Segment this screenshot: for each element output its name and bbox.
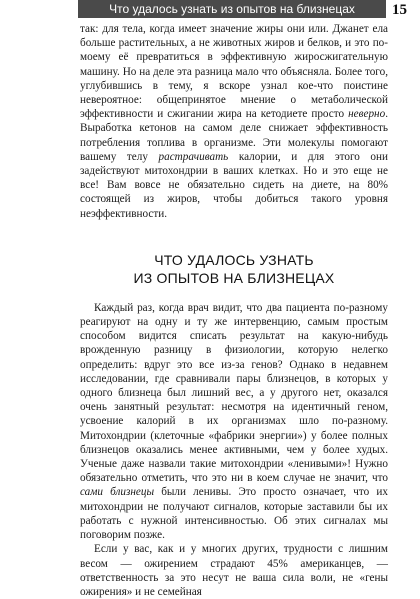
intro-emphasis-2: растрачивать <box>158 150 229 163</box>
paragraph-weight: Если у вас, как и у многих других, трудности с лишним весом — ожирением страдают 45% американцев, — ответственность за это несут не ваша сила воли, не «гены ожирения» и не семейная <box>80 543 388 598</box>
intro-paragraph <box>80 22 388 221</box>
twins-text-2: были ленивы. Это просто означает, что их митохондрии не получают сигналов, которые заставили бы их работать с нужной интенсивностью. Об этих сигналах мы поговорим позже. <box>80 486 389 542</box>
running-header <box>0 0 420 20</box>
section-heading-line-2: ИЗ ОПЫТОВ НА БЛИЗНЕЦАХ <box>133 269 335 286</box>
section-heading-line-1: ЧТО УДАЛОСЬ УЗНАТЬ <box>154 251 314 268</box>
intro-text-3: калории, и для этого они задействуют митохондрии в ваших клетках. Но и это еще не все! Вам вовсе не обязательно сидеть на диете, на 80% состоящей из жиров, чтобы добиться такого уровня неэффективности. <box>80 150 389 220</box>
page-body <box>80 22 388 599</box>
page-number: 15 <box>392 2 407 18</box>
intro-text-1: так: для тела, когда имеет значение жиры они или. Джанет ела больше растительных, а не животных жиров и белков, и это по-моему её превратиться в эффективную жиросжигательную машину. Но на деле эта разница мало что объясняла. Более того, углубившись в тему, я вскоре узнал кое-что поистине невероятное: общепринятое мнение о метаболической эффективности и сжигании жира на кетодиете просто <box>80 23 388 121</box>
intro-emphasis-1: неверно <box>348 108 386 121</box>
paragraph-twins <box>80 301 388 542</box>
running-header-title: Что удалось узнать из опытов на близнецах <box>109 2 355 16</box>
twins-emphasis: сами близнецы <box>80 486 155 499</box>
twins-text-1: Каждый раз, когда врач видит, что два пациента по-разному реагируют на одну и ту же интервенцию, самым простым способом видится списать результат на какую-нибудь врожденную разницу в физиологии, которую нелегко определить: вдруг это все из-за генов? Однако в недавнем исследовании, где сравнивали пары близнецов, в которых у одного близнеца был лишний вес, а у другого нет, оказался очень занятный результат: несмотря на идентичный геном, усвоение калорий в их организмах шло по-разному. Митохондрии (клеточные «фабрики энергии») у более полных близнецов оказались менее активными, чем у более худых. Ученые даже назвали такие митохондрии «ленивыми»! Нужно обязательно отметить, что это ни в коем случае не значит, что <box>80 301 388 485</box>
intro-text-2: . Выработка кетонов на самом деле снижает эффективность потребления топлива в организме. Эти молекулы помогают вашему телу <box>80 108 388 163</box>
section-heading <box>80 251 388 287</box>
